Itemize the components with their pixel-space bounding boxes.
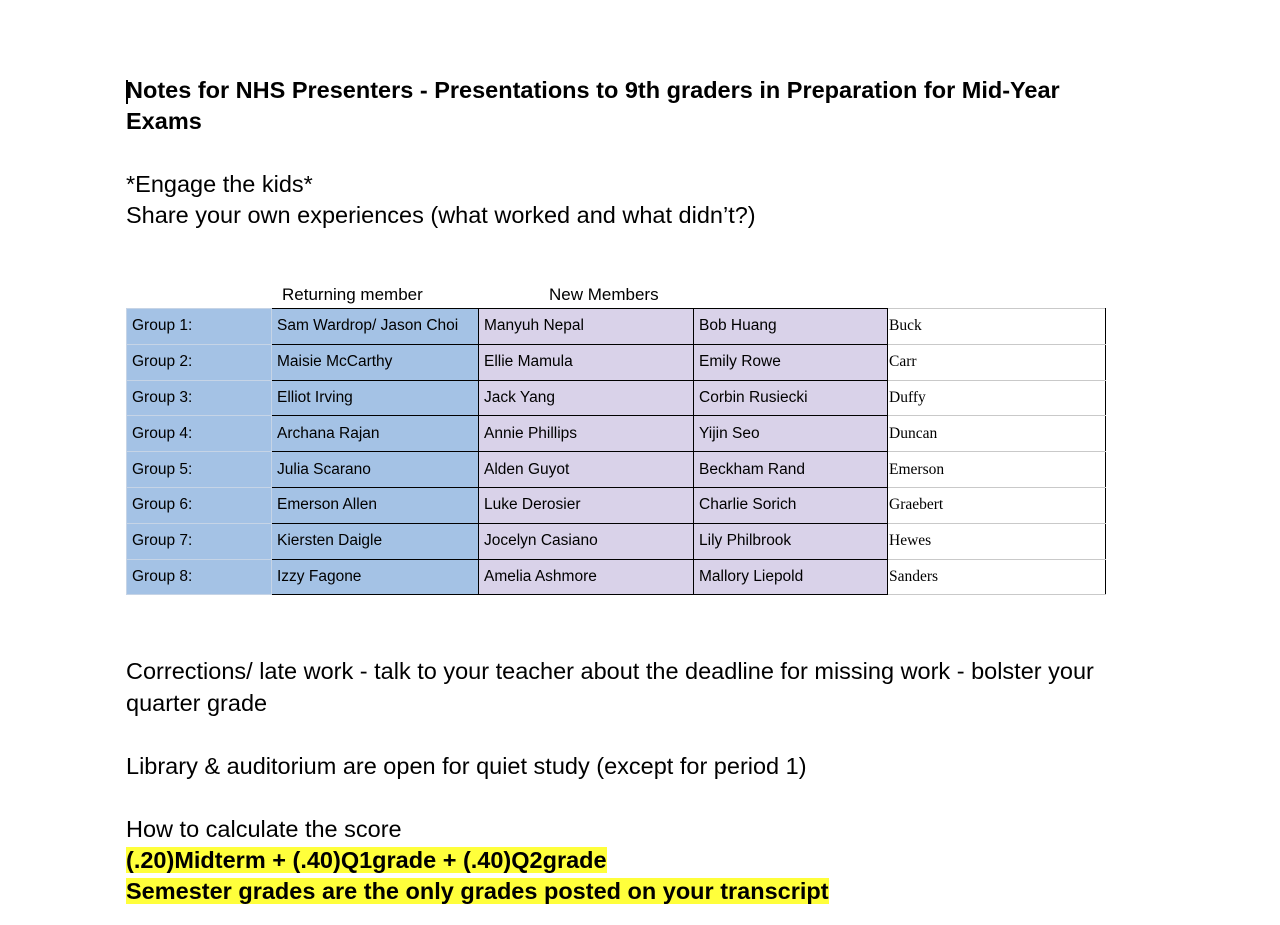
table-row [127, 452, 1106, 488]
returning-member-cell[interactable]: Elliot Irving [272, 380, 479, 416]
new-member-cell[interactable]: Beckham Rand [694, 452, 888, 488]
new-member-cell[interactable]: Manyuh Nepal [479, 309, 694, 345]
library-note[interactable]: Library & auditorium are open for quiet study (except for period 1) [126, 753, 807, 779]
table-row [127, 416, 1106, 452]
table-row [127, 344, 1106, 380]
group-label[interactable]: Group 3: [127, 380, 272, 416]
returning-member-cell[interactable]: Emerson Allen [272, 487, 479, 523]
teacher-cell[interactable]: Duncan [888, 416, 1106, 452]
new-member-cell[interactable]: Alden Guyot [479, 452, 694, 488]
group-label[interactable]: Group 5: [127, 452, 272, 488]
returning-member-cell[interactable]: Archana Rajan [272, 416, 479, 452]
teacher-cell[interactable]: Duffy [888, 380, 1106, 416]
returning-member-cell[interactable]: Kiersten Daigle [272, 523, 479, 559]
share-note[interactable]: Share your own experiences (what worked and what didn’t?) [126, 202, 756, 228]
table-row [127, 559, 1106, 595]
table-row [127, 380, 1106, 416]
returning-member-cell[interactable]: Izzy Fagone [272, 559, 479, 595]
table-row [127, 487, 1106, 523]
new-member-cell[interactable]: Bob Huang [694, 309, 888, 345]
new-member-cell[interactable]: Annie Phillips [479, 416, 694, 452]
new-member-cell[interactable]: Lily Philbrook [694, 523, 888, 559]
group-label[interactable]: Group 4: [127, 416, 272, 452]
new-member-cell[interactable]: Mallory Liepold [694, 559, 888, 595]
new-member-cell[interactable]: Charlie Sorich [694, 487, 888, 523]
new-member-cell[interactable]: Amelia Ashmore [479, 559, 694, 595]
teacher-cell[interactable]: Hewes [888, 523, 1106, 559]
grade-formula[interactable]: (.20)Midterm + (.40)Q1grade + (.40)Q2grade [126, 847, 607, 873]
new-member-cell[interactable]: Jocelyn Casiano [479, 523, 694, 559]
teacher-cell[interactable]: Sanders [888, 559, 1106, 595]
document-title[interactable]: Notes for NHS Presenters - Presentations to 9th graders in Preparation for Mid-Year Exams [126, 77, 1060, 134]
calc-heading[interactable]: How to calculate the score [126, 816, 402, 842]
semester-note[interactable]: Semester grades are the only grades posted on your transcript [126, 878, 829, 904]
new-member-cell[interactable]: Jack Yang [479, 380, 694, 416]
new-member-cell[interactable]: Yijin Seo [694, 416, 888, 452]
returning-member-header[interactable]: Returning member [282, 285, 423, 304]
new-member-cell[interactable]: Corbin Rusiecki [694, 380, 888, 416]
teacher-cell[interactable]: Buck [888, 309, 1106, 345]
new-member-cell[interactable]: Luke Derosier [479, 487, 694, 523]
returning-member-cell[interactable]: Julia Scarano [272, 452, 479, 488]
group-label[interactable]: Group 6: [127, 487, 272, 523]
new-member-cell[interactable]: Ellie Mamula [479, 344, 694, 380]
table-row [127, 309, 1106, 345]
returning-member-cell[interactable]: Maisie McCarthy [272, 344, 479, 380]
group-label[interactable]: Group 7: [127, 523, 272, 559]
teacher-cell[interactable]: Emerson [888, 452, 1106, 488]
group-label[interactable]: Group 1: [127, 309, 272, 345]
engage-note[interactable]: *Engage the kids* [126, 171, 313, 197]
new-member-cell[interactable]: Emily Rowe [694, 344, 888, 380]
group-label[interactable]: Group 2: [127, 344, 272, 380]
teacher-cell[interactable]: Carr [888, 344, 1106, 380]
group-table [126, 308, 1106, 595]
returning-member-cell[interactable]: Sam Wardrop/ Jason Choi [272, 309, 479, 345]
new-members-header[interactable]: New Members [549, 285, 659, 304]
group-label[interactable]: Group 8: [127, 559, 272, 595]
corrections-note[interactable]: Corrections/ late work - talk to your teacher about the deadline for missing work - bolster your quarter grade [126, 658, 1094, 716]
table-row [127, 523, 1106, 559]
teacher-cell[interactable]: Graebert [888, 487, 1106, 523]
